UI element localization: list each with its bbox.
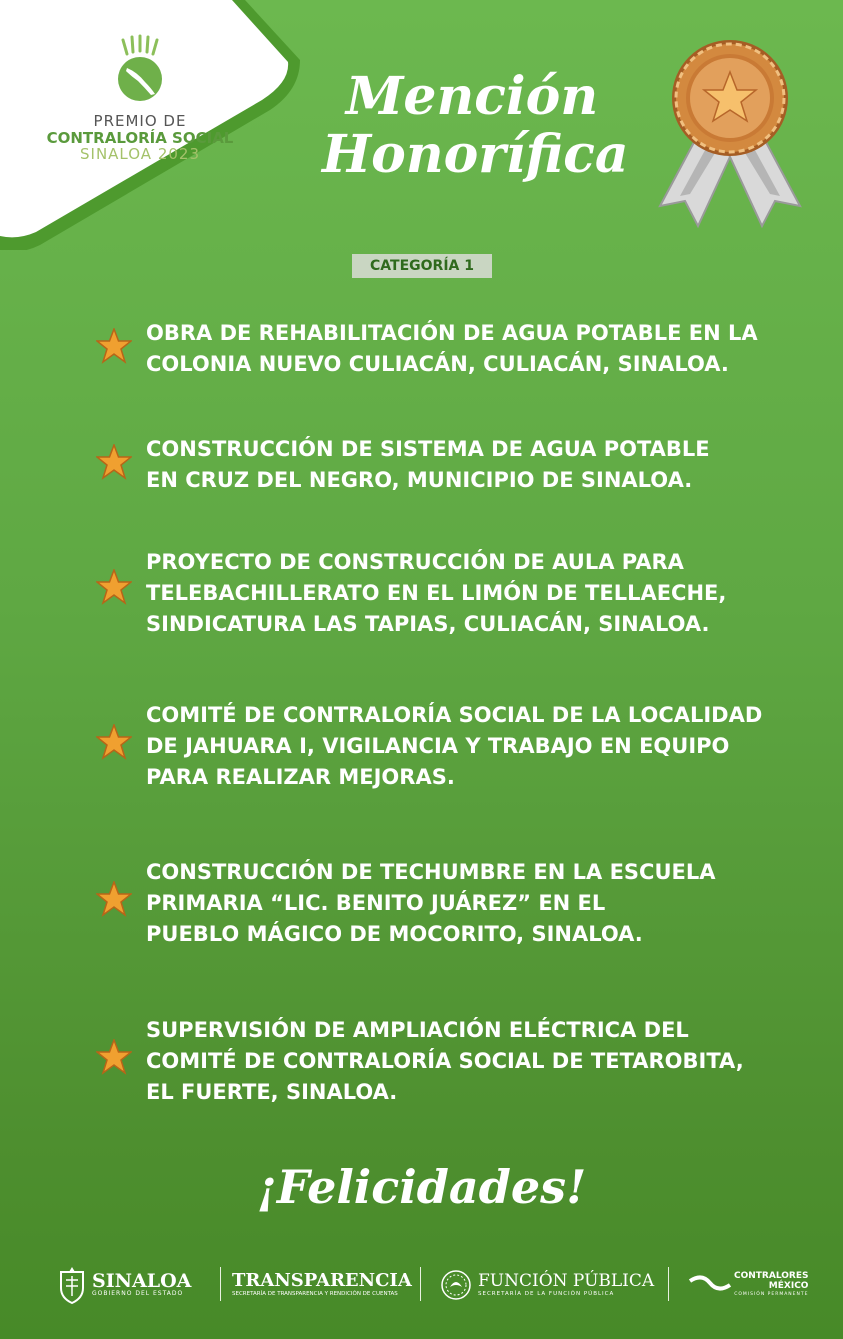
transparencia-subtitle: SECRETARÍA DE TRANSPARENCIA Y RENDICIÓN DE CUENTAS: [232, 1291, 398, 1297]
contralores-name: CONTRALORES: [734, 1271, 809, 1281]
contralores-subtitle: COMISIÓN PERMANENTE: [734, 1292, 809, 1297]
divider: [220, 1267, 221, 1301]
eagle-seal-icon: [440, 1269, 472, 1301]
star-icon: [96, 569, 132, 605]
sinaloa-logo: [58, 1265, 191, 1305]
page-title: [322, 66, 629, 185]
funcion-subtitle: SECRETARÍA DE LA FUNCIÓN PÚBLICA: [478, 1291, 615, 1297]
sinaloa-subtitle: GOBIERNO DEL ESTADO: [92, 1290, 184, 1297]
coat-of-arms-icon: [58, 1266, 86, 1304]
footer-logos: [0, 1265, 843, 1305]
item-line: OBRA DE REHABILITACIÓN DE AGUA POTABLE EN LA: [146, 321, 758, 345]
item-line: CONSTRUCCIÓN DE SISTEMA DE AGUA POTABLE: [146, 437, 710, 461]
award-line-3: SINALOA 2023: [80, 145, 200, 163]
item-line: SINDICATURA LAS TAPIAS, CULIACÁN, SINALOA.: [146, 612, 710, 636]
item-line: PRIMARIA “LIC. BENITO JUÁREZ” EN EL: [146, 891, 606, 915]
star-icon: [96, 444, 132, 480]
item-line: PROYECTO DE CONSTRUCCIÓN DE AULA PARA: [146, 550, 684, 574]
star-icon: [96, 724, 132, 760]
item-line: SUPERVISIÓN DE AMPLIACIÓN ELÉCTRICA DEL: [146, 1018, 689, 1042]
item-line: COMITÉ DE CONTRALORÍA SOCIAL DE LA LOCALIDAD: [146, 703, 763, 727]
wave-icon: [688, 1273, 732, 1297]
item-line: DE JAHUARA I, VIGILANCIA Y TRABAJO EN EQUIPO: [146, 734, 730, 758]
award-line-1: PREMIO DE: [93, 112, 187, 130]
sinaloa-name: SINALOA: [92, 1270, 192, 1292]
divider: [668, 1267, 669, 1301]
item-line: EN CRUZ DEL NEGRO, MUNICIPIO DE SINALOA.: [146, 468, 693, 492]
star-icon: [96, 1039, 132, 1075]
item-line: CONSTRUCCIÓN DE TECHUMBRE EN LA ESCUELA: [146, 860, 716, 884]
item-line: COLONIA NUEVO CULIACÁN, CULIACÁN, SINALOA.: [146, 352, 729, 376]
category-badge: CATEGORÍA 1: [352, 254, 492, 278]
award-line-2: CONTRALORÍA SOCIAL: [46, 129, 234, 147]
star-icon: [96, 881, 132, 917]
award-logo: [30, 34, 250, 162]
transparencia-name: TRANSPARENCIA: [232, 1270, 412, 1291]
funcion-name: FUNCIÓN PÚBLICA: [478, 1271, 655, 1291]
star-icon: [96, 328, 132, 364]
item-line: COMITÉ DE CONTRALORÍA SOCIAL DE TETAROBITA,: [146, 1049, 744, 1073]
item-line: EL FUERTE, SINALOA.: [146, 1080, 398, 1104]
closing-message: ¡Felicidades!: [256, 1160, 587, 1214]
item-line: PARA REALIZAR MEJORAS.: [146, 765, 455, 789]
transparencia-logo: [232, 1265, 412, 1305]
sinaloa-map-icon: [105, 34, 175, 104]
contralores-country: MÉXICO: [768, 1281, 809, 1291]
medal-icon: [640, 36, 820, 231]
divider: [420, 1267, 421, 1301]
item-line: PUEBLO MÁGICO DE MOCORITO, SINALOA.: [146, 922, 643, 946]
title-line-2: Honorífica: [322, 124, 629, 185]
item-line: TELEBACHILLERATO EN EL LIMÓN DE TELLAECHE,: [146, 581, 727, 605]
funcion-publica-logo: [440, 1265, 654, 1305]
title-line-1: Mención: [345, 66, 599, 127]
contralores-logo: [688, 1265, 808, 1305]
